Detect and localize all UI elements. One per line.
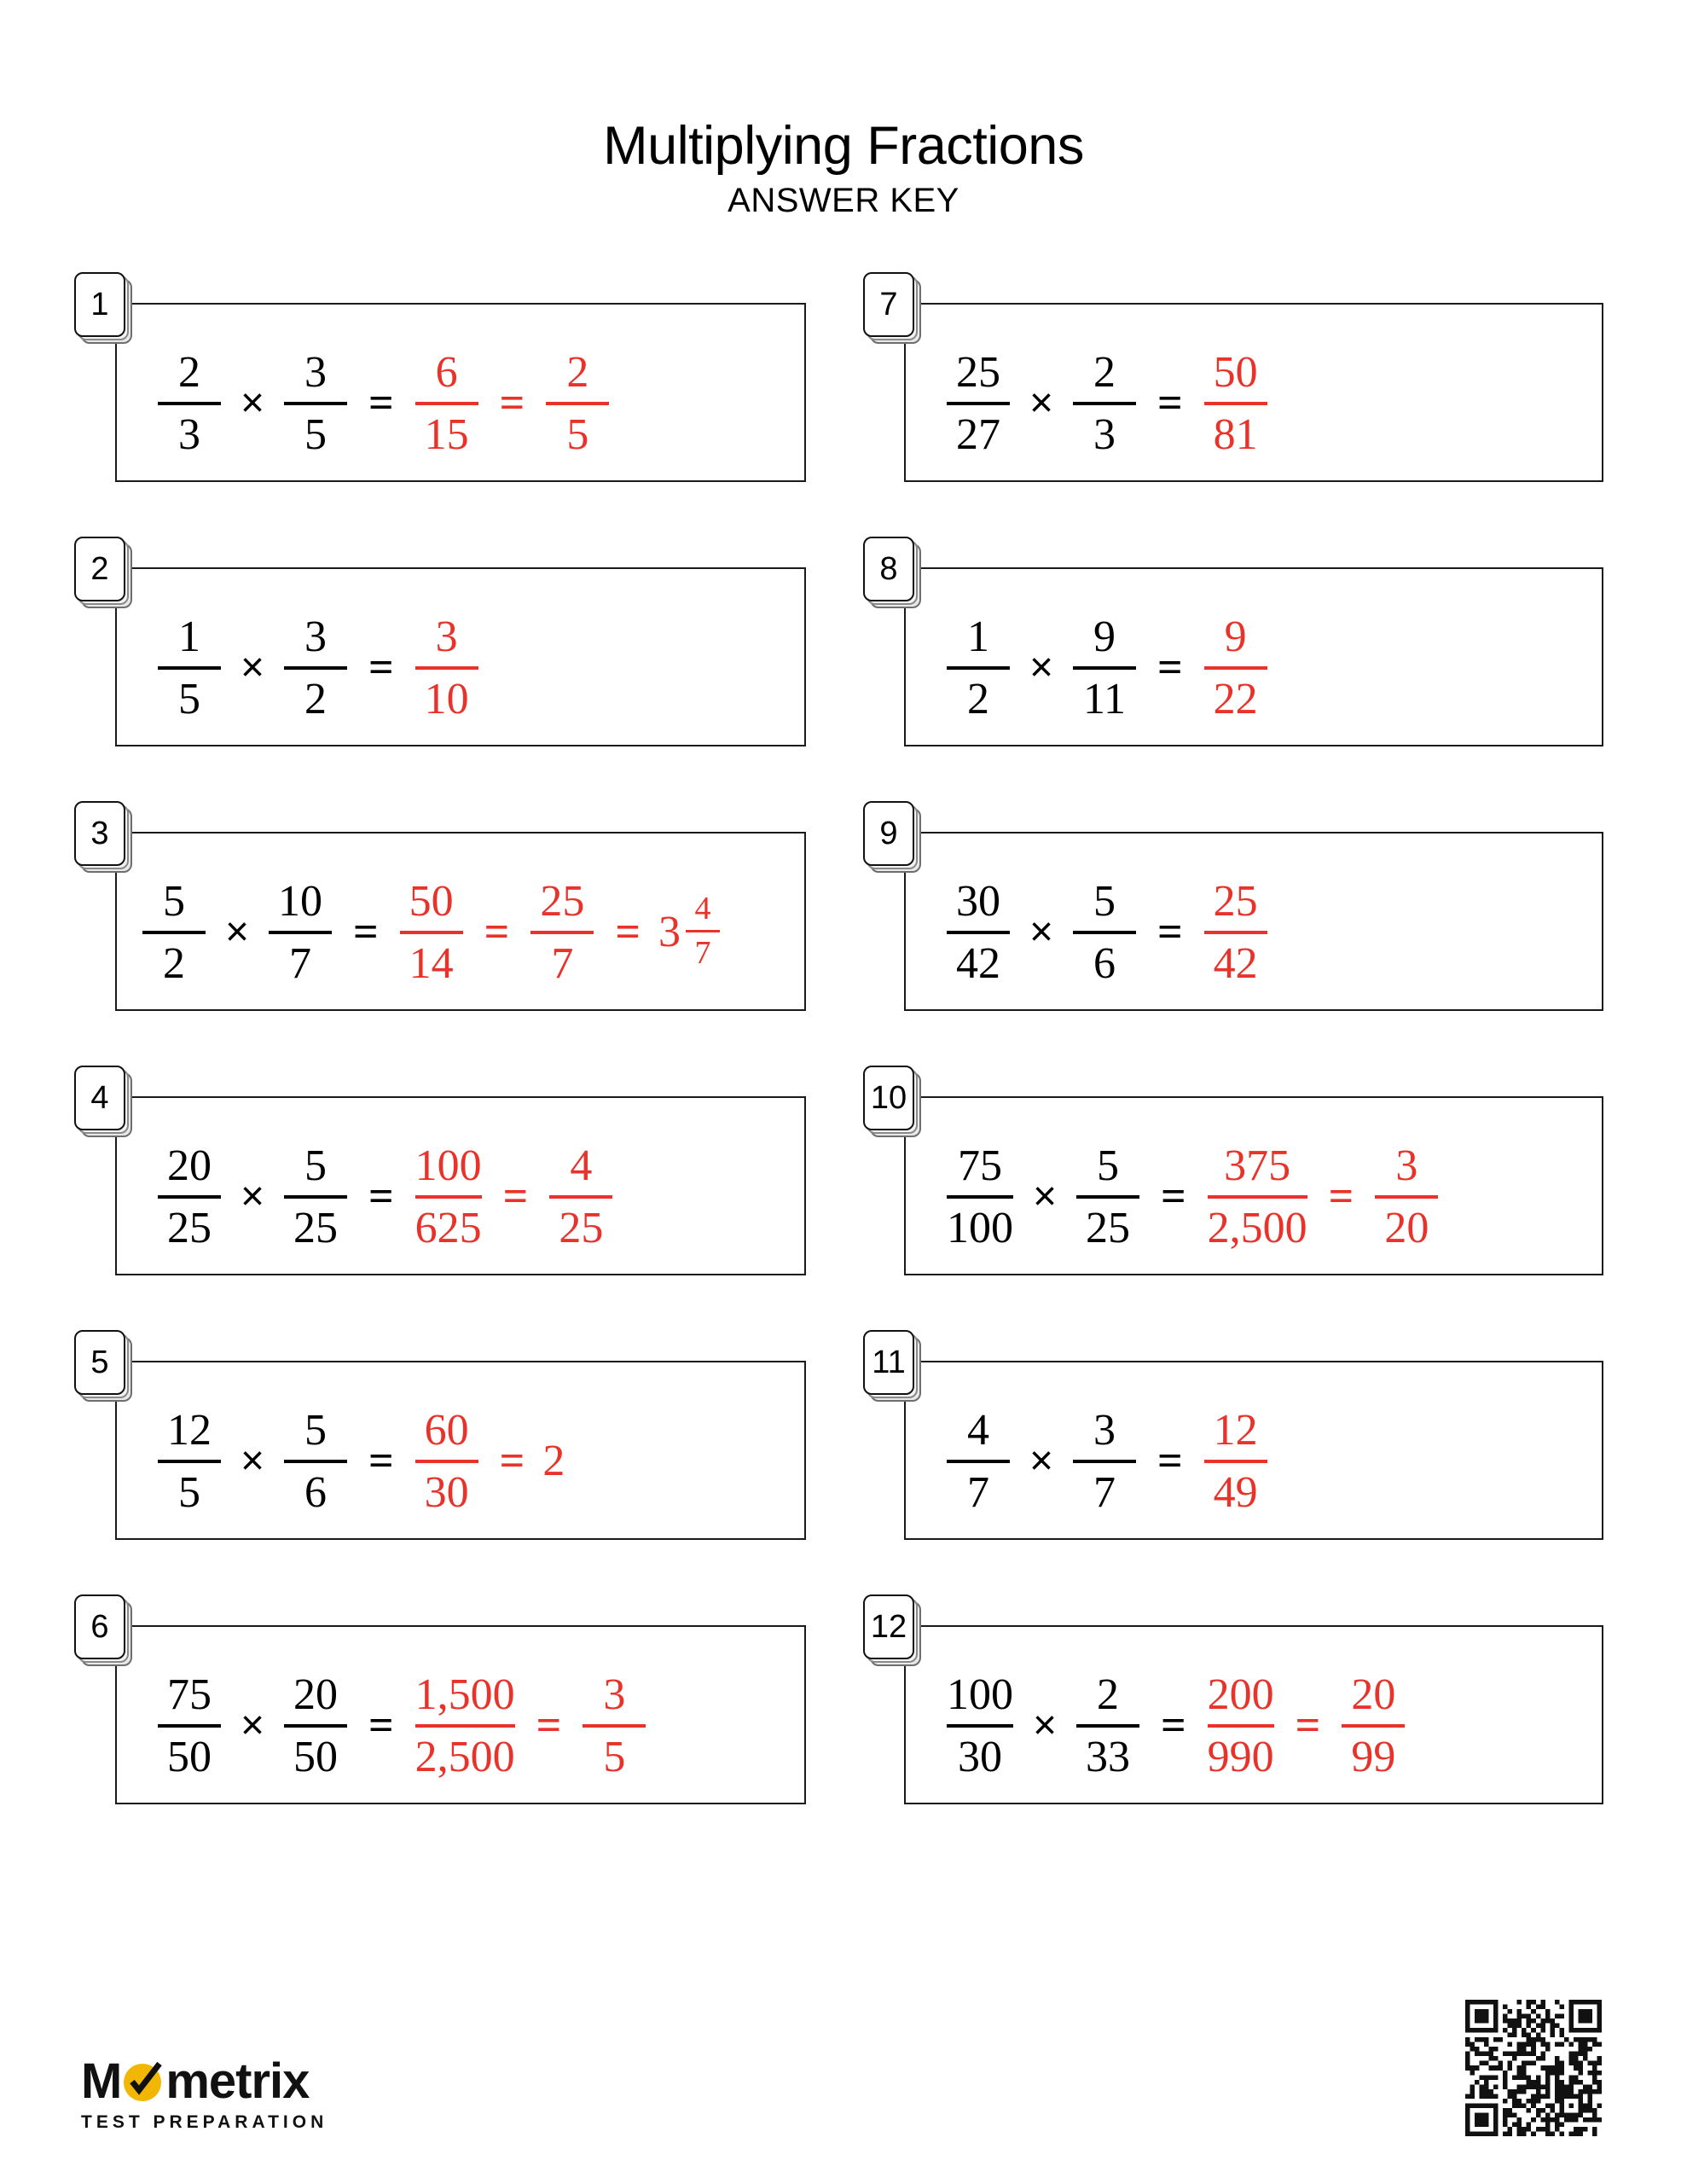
problem-number: 2: [90, 551, 109, 587]
equals-operator: =: [1161, 1701, 1186, 1750]
problem-row: [0, 1609, 1687, 1890]
fraction-numerator: 5: [1097, 1141, 1120, 1190]
equals-operator: =: [1161, 1172, 1186, 1221]
multiply-operator: ×: [1029, 1438, 1054, 1484]
equation: [137, 864, 722, 1001]
multiply-operator: ×: [1029, 909, 1054, 955]
equation: [942, 1129, 1443, 1265]
equation: [942, 1393, 1272, 1530]
fraction-numerator: 25: [956, 347, 1000, 397]
fraction-bar: [142, 931, 206, 934]
fraction-numerator: 3: [1093, 1405, 1116, 1455]
fraction: [1071, 1671, 1145, 1780]
fraction-bar: [1076, 1195, 1139, 1199]
page-title: Multiplying Fractions: [603, 116, 1084, 176]
fraction-denominator: 25: [559, 1204, 604, 1252]
fraction-numerator: 2: [178, 347, 200, 397]
problem-number-badge: [74, 801, 127, 868]
problem-row: [0, 816, 1687, 1096]
equals-operator: =: [353, 908, 379, 956]
fraction-numerator: 10: [278, 876, 323, 926]
fraction-denominator: 50: [167, 1733, 212, 1781]
equals-operator: =: [368, 1437, 394, 1485]
fraction-numerator: 4: [694, 891, 711, 927]
equation: [942, 864, 1272, 1001]
fraction-bar: [947, 666, 1010, 670]
fraction-denominator: 15: [424, 410, 469, 459]
fraction: [279, 613, 352, 723]
fraction-numerator: 30: [956, 876, 1000, 926]
fraction-bar: [158, 402, 221, 405]
problem-number-badge: [863, 801, 916, 868]
fraction-bar: [284, 402, 347, 405]
fraction-numerator: 200: [1207, 1670, 1274, 1719]
fraction-bar: [1073, 402, 1136, 405]
equals-operator: =: [368, 1172, 394, 1221]
fraction-numerator: 4: [570, 1141, 593, 1190]
equation: [153, 1129, 617, 1265]
fraction-denominator: 27: [956, 410, 1000, 459]
problem-box[interactable]: [90, 816, 806, 1011]
fraction-bar: [158, 1724, 221, 1728]
problem-box[interactable]: [90, 551, 806, 746]
fraction-denominator: 5: [178, 675, 200, 723]
fraction-bar: [415, 1195, 482, 1199]
multiply-operator: ×: [241, 645, 265, 690]
problem-number-badge: [74, 1594, 127, 1661]
problem-number-badge: [74, 537, 127, 603]
fraction: [1199, 613, 1272, 723]
fraction-bar: [549, 1195, 612, 1199]
equation: [942, 1658, 1410, 1794]
fraction-denominator: 7: [289, 939, 312, 988]
logo-wordmark: [81, 2053, 388, 2109]
problem-box[interactable]: [90, 1609, 806, 1804]
equation: [942, 600, 1272, 736]
worksheet-header: [0, 116, 1687, 219]
multiply-operator: ×: [1033, 1174, 1058, 1219]
equals-operator: =: [1157, 379, 1183, 427]
multiply-operator: ×: [241, 1703, 265, 1748]
problem-box[interactable]: [879, 816, 1603, 1011]
fraction-numerator: 20: [167, 1141, 212, 1190]
fraction: [395, 878, 468, 987]
fraction-numerator: 5: [1093, 876, 1116, 926]
fraction-denominator: 3: [178, 410, 200, 459]
multiply-operator: ×: [1033, 1703, 1058, 1748]
fraction-numerator: 1: [967, 612, 989, 661]
problem-number: 7: [879, 287, 898, 322]
fraction-denominator: 99: [1351, 1733, 1396, 1781]
equation: [153, 335, 614, 472]
fraction: [544, 1142, 617, 1252]
problem-number-badge: [863, 272, 916, 339]
fraction-denominator: 25: [1086, 1204, 1131, 1252]
fraction: [153, 349, 226, 458]
fraction-denominator: 3: [1093, 410, 1116, 459]
problem-number: 5: [90, 1345, 109, 1380]
fraction: [1203, 1671, 1279, 1780]
page-subtitle: ANSWER KEY: [728, 182, 959, 219]
fraction-numerator: 2: [1097, 1670, 1120, 1719]
logo-text-after: metrix: [165, 2053, 310, 2109]
fraction: [525, 878, 599, 987]
fraction: [410, 1671, 520, 1780]
problem-number-badge: [863, 1330, 916, 1397]
fraction-bar: [158, 1460, 221, 1463]
fraction-bar: [947, 402, 1010, 405]
problem-number: 8: [879, 551, 898, 587]
fraction-bar: [1073, 666, 1136, 670]
fraction-numerator: 100: [947, 1670, 1013, 1719]
problem-number-badge: [74, 1066, 127, 1132]
equals-operator: =: [368, 1701, 394, 1750]
fraction-denominator: 990: [1207, 1733, 1274, 1781]
problem-box[interactable]: [872, 1345, 1603, 1540]
fraction: [1370, 1142, 1443, 1252]
problem-number-badge: [74, 1330, 127, 1397]
fraction: [410, 613, 484, 723]
fraction-denominator: 5: [304, 410, 328, 459]
equals-operator: =: [536, 1701, 562, 1750]
equation: [153, 1658, 651, 1794]
fraction-denominator: 100: [947, 1204, 1013, 1252]
multiply-operator: ×: [1029, 380, 1054, 426]
problem-box[interactable]: [870, 1080, 1603, 1275]
fraction-denominator: 49: [1213, 1468, 1258, 1517]
fraction-numerator: 20: [293, 1670, 339, 1719]
fraction-bar: [1342, 1724, 1405, 1728]
problem-row: [0, 1345, 1687, 1625]
fraction-numerator: 12: [1213, 1405, 1258, 1455]
fraction-numerator: 75: [167, 1670, 212, 1719]
problem-number: 12: [870, 1609, 907, 1645]
fraction-denominator: 7: [1093, 1468, 1116, 1517]
fraction-numerator: 3: [435, 612, 458, 661]
fraction-numerator: 3: [304, 612, 328, 661]
fraction: [1068, 1407, 1141, 1516]
fraction-numerator: 3: [603, 1670, 626, 1719]
fraction-numerator: 4: [967, 1405, 989, 1455]
fraction-bar: [947, 1460, 1010, 1463]
fraction-numerator: 6: [435, 347, 458, 397]
equals-operator: =: [1328, 1172, 1354, 1221]
fraction: [1203, 1142, 1313, 1252]
fraction-denominator: 2: [967, 675, 989, 723]
fraction-bar: [158, 1195, 221, 1199]
fraction-bar: [415, 1460, 478, 1463]
fraction-bar: [415, 1724, 515, 1728]
fraction-denominator: 625: [415, 1204, 482, 1252]
fraction-bar: [415, 402, 478, 405]
fraction-denominator: 10: [424, 675, 469, 723]
fraction-numerator: 2: [1093, 347, 1116, 397]
problem-number: 3: [90, 816, 109, 851]
fraction-numerator: 1: [178, 612, 200, 661]
fraction-denominator: 2,500: [1207, 1204, 1307, 1252]
fraction: [1199, 1407, 1272, 1516]
fraction-bar: [1204, 402, 1267, 405]
fraction-numerator: 50: [1213, 347, 1258, 397]
multiply-operator: ×: [241, 1174, 265, 1219]
checkmark-circle-icon: [122, 2060, 165, 2103]
problem-box[interactable]: [90, 1080, 806, 1275]
fraction-numerator: 3: [304, 347, 328, 397]
fraction-numerator: 50: [409, 876, 454, 926]
fraction: [1199, 878, 1272, 987]
fraction-numerator: 1,500: [415, 1670, 515, 1719]
problem-number-badge: [74, 272, 127, 339]
fraction-bar: [284, 666, 347, 670]
fraction-denominator: 42: [1213, 939, 1258, 988]
problem-number: 1: [90, 287, 109, 322]
fraction-bar: [1204, 666, 1267, 670]
fraction-denominator: 25: [167, 1204, 212, 1252]
equals-operator: =: [499, 379, 525, 427]
fraction-bar: [158, 666, 221, 670]
equals-operator: =: [1157, 908, 1183, 956]
fraction: [153, 1142, 226, 1252]
fraction: [410, 349, 484, 458]
fraction: [1199, 349, 1272, 458]
equals-operator: =: [1157, 643, 1183, 692]
fraction-bar: [1204, 931, 1267, 934]
fraction-denominator: 5: [178, 1468, 200, 1517]
fraction-bar: [400, 931, 463, 934]
fraction-denominator: 14: [409, 939, 454, 988]
fraction-numerator: 375: [1224, 1141, 1291, 1190]
fraction-denominator: 50: [293, 1733, 339, 1781]
multiply-operator: ×: [225, 909, 250, 955]
problem-number-badge: [863, 1594, 916, 1661]
fraction: [684, 892, 722, 970]
problem-row: [0, 287, 1687, 567]
fraction: [1068, 349, 1141, 458]
fraction-bar: [415, 666, 478, 670]
fraction-denominator: 81: [1213, 410, 1258, 459]
problem-row: [0, 551, 1687, 832]
problem-row: [0, 1080, 1687, 1361]
problem-number: 10: [870, 1080, 907, 1116]
fraction-numerator: 5: [163, 876, 185, 926]
fraction-bar: [1073, 931, 1136, 934]
equation: [942, 335, 1272, 472]
equals-operator: =: [368, 643, 394, 692]
fraction-numerator: 20: [1351, 1670, 1396, 1719]
fraction: [1068, 613, 1141, 723]
problem-box[interactable]: [879, 551, 1603, 746]
qr-code[interactable]: [1465, 2000, 1602, 2136]
multiply-operator: ×: [241, 1438, 265, 1484]
fraction-bar: [284, 1195, 347, 1199]
equals-operator: =: [1157, 1437, 1183, 1485]
fraction: [279, 1142, 352, 1252]
equals-operator: =: [615, 908, 641, 956]
fraction: [410, 1407, 484, 1516]
fraction-numerator: 25: [540, 876, 585, 926]
fraction: [942, 349, 1015, 458]
fraction: [541, 349, 614, 458]
fraction-denominator: 22: [1213, 675, 1258, 723]
fraction-denominator: 7: [967, 1468, 989, 1517]
fraction-bar: [583, 1724, 646, 1728]
fraction-bar: [1375, 1195, 1438, 1199]
fraction: [279, 349, 352, 458]
fraction: [137, 878, 211, 987]
fraction-numerator: 5: [304, 1141, 328, 1190]
problem-grid: [0, 287, 1687, 1890]
equals-operator: =: [368, 379, 394, 427]
fraction-denominator: 6: [304, 1468, 328, 1517]
fraction: [410, 1142, 487, 1252]
equals-operator: =: [1295, 1701, 1321, 1750]
fraction-bar: [1076, 1724, 1139, 1728]
fraction-numerator: 100: [415, 1141, 482, 1190]
fraction-denominator: 30: [958, 1733, 1002, 1781]
equals-operator: =: [484, 908, 510, 956]
fraction-bar: [284, 1460, 347, 1463]
fraction: [1071, 1142, 1145, 1252]
problem-number: 4: [90, 1080, 109, 1116]
fraction-bar: [947, 1195, 1013, 1199]
fraction: [942, 878, 1015, 987]
fraction-numerator: 3: [1395, 1141, 1418, 1190]
fraction-denominator: 7: [551, 939, 574, 988]
fraction-numerator: 9: [1093, 612, 1116, 661]
fraction-denominator: 11: [1082, 675, 1127, 723]
fraction-bar: [530, 931, 594, 934]
fraction-denominator: 30: [424, 1468, 469, 1517]
mixed-number-answer: [657, 893, 722, 972]
fraction-denominator: 7: [694, 934, 711, 971]
fraction: [153, 613, 226, 723]
fraction-bar: [269, 931, 332, 934]
whole-number-answer: 2: [542, 1437, 565, 1485]
fraction: [1068, 878, 1141, 987]
fraction-bar: [546, 402, 609, 405]
fraction-denominator: 33: [1086, 1733, 1131, 1781]
multiply-operator: ×: [1029, 645, 1054, 690]
fraction-numerator: 5: [304, 1405, 328, 1455]
fraction-bar: [1208, 1724, 1274, 1728]
fraction: [942, 1407, 1015, 1516]
fraction-denominator: 2: [304, 675, 328, 723]
fraction-denominator: 5: [566, 410, 589, 459]
fraction: [153, 1407, 226, 1516]
logo-tagline: TEST PREPARATION: [81, 2112, 328, 2132]
problem-number-badge: [863, 1066, 916, 1132]
fraction: [942, 1142, 1018, 1252]
fraction-numerator: 12: [167, 1405, 212, 1455]
problem-box[interactable]: [870, 1609, 1603, 1804]
fraction-bar: [1208, 1195, 1307, 1199]
problem-number: 9: [879, 816, 898, 851]
fraction-denominator: 2: [163, 939, 185, 988]
logo-text-before: M: [81, 2053, 122, 2109]
fraction-numerator: 75: [958, 1141, 1002, 1190]
mixed-whole-part: 3: [658, 908, 681, 956]
fraction-bar: [947, 1724, 1013, 1728]
fraction: [942, 1671, 1018, 1780]
fraction-denominator: 6: [1093, 939, 1116, 988]
fraction-numerator: 25: [1213, 876, 1258, 926]
equals-operator: =: [502, 1172, 529, 1221]
fraction: [279, 1671, 352, 1780]
fraction-denominator: 2,500: [415, 1733, 515, 1781]
fraction-bar: [947, 931, 1010, 934]
fraction-numerator: 9: [1224, 612, 1247, 661]
equation: [153, 600, 484, 736]
fraction: [577, 1671, 651, 1780]
fraction: [942, 613, 1015, 723]
fraction: [1336, 1671, 1410, 1780]
fraction-bar: [1073, 1460, 1136, 1463]
fraction-numerator: 60: [424, 1405, 469, 1455]
fraction: [264, 878, 337, 987]
fraction: [279, 1407, 352, 1516]
fraction: [153, 1671, 226, 1780]
fraction-bar: [284, 1724, 347, 1728]
fraction-numerator: 2: [566, 347, 589, 397]
problem-box[interactable]: [90, 287, 806, 482]
mometrix-logo: [81, 2053, 388, 2133]
fraction-denominator: 5: [603, 1733, 626, 1781]
problem-box[interactable]: [90, 1345, 806, 1540]
fraction-bar: [686, 930, 720, 932]
problem-number: 6: [90, 1609, 109, 1645]
equals-operator: =: [499, 1437, 525, 1485]
fraction-denominator: 42: [956, 939, 1000, 988]
problem-box[interactable]: [879, 287, 1603, 482]
problem-number-badge: [863, 537, 916, 603]
fraction-denominator: 25: [293, 1204, 339, 1252]
equation: [153, 1393, 566, 1530]
problem-number: 11: [872, 1345, 906, 1380]
fraction-bar: [1204, 1460, 1267, 1463]
fraction-denominator: 20: [1384, 1204, 1429, 1252]
multiply-operator: ×: [241, 380, 265, 426]
